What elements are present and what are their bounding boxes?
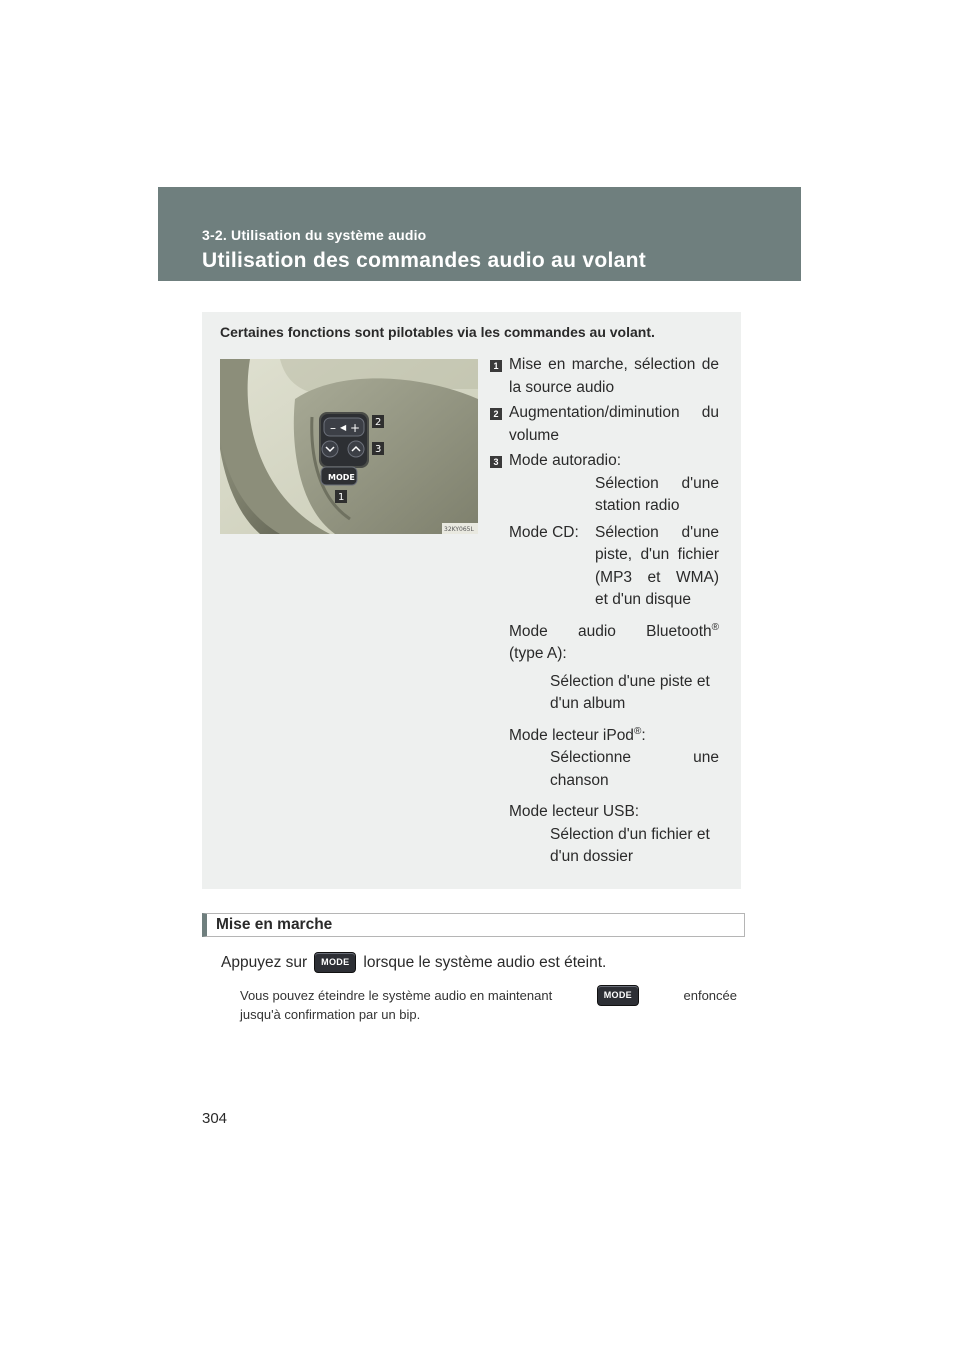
svg-text:2: 2 <box>375 417 382 428</box>
chapter-header <box>158 187 801 281</box>
svg-text:◀: ◀ <box>340 423 347 432</box>
mode-button-icon: MODE <box>598 986 638 1005</box>
list-item-modes: 3 Mode autoradio: Sélection d'une station radio Mode CD: Sélection d'une piste, d'un fichier (MP3 et WMA) et d'un disque Mode audio Bluetooth® (type A): Sélection d'une piste et d'un album Mode lecteur iPod®: Sélectionne une chanson Mode lecteur USB: Sélection d'un fichier et d'un dossier <box>448 450 719 869</box>
svg-text:1: 1 <box>338 492 345 503</box>
mode-button-icon: MODE <box>315 953 355 972</box>
number-marker: 1 <box>490 360 502 372</box>
page-title: Utilisation des commandes audio au volant <box>202 249 647 272</box>
ipod-mode: Mode lecteur iPod®: <box>509 725 646 744</box>
svg-text:–: – <box>330 421 336 435</box>
number-marker: 2 <box>490 408 502 420</box>
section-heading: Mise en marche <box>202 913 745 937</box>
body-instruction: Appuyez sur MODE lorsque le système audio est éteint. <box>221 953 607 971</box>
svg-text:MODE: MODE <box>328 473 355 482</box>
number-marker: 3 <box>490 456 502 468</box>
function-list <box>448 354 719 869</box>
info-panel <box>202 312 741 889</box>
svg-text:3: 3 <box>375 444 382 455</box>
page-number: 304 <box>202 1110 228 1127</box>
bluetooth-mode: Mode audio Bluetooth® <box>509 621 719 640</box>
list-item-volume: 2 Augmentation/diminution du volume <box>448 402 719 447</box>
note-text: Vous pouvez éteindre le système audio en maintenant MODE enfoncée jusqu'à confirmation par un bip. <box>240 988 737 1022</box>
panel-intro: Certaines fonctions sont pilotables via les commandes au volant. <box>220 324 655 340</box>
svg-text:32KY065L: 32KY065L <box>444 526 474 533</box>
list-item-power: 1 Mise en marche, sélection de la source audio <box>448 354 719 399</box>
svg-text:+: + <box>350 421 361 435</box>
cd-mode: Mode CD: Sélection d'une piste, d'un fichier (MP3 et WMA) et d'un disque <box>509 523 719 608</box>
steering-wheel-illustration <box>220 359 478 534</box>
usb-mode: Mode lecteur USB: <box>509 803 640 820</box>
section-label: 3-2. Utilisation du système audio <box>202 227 427 243</box>
